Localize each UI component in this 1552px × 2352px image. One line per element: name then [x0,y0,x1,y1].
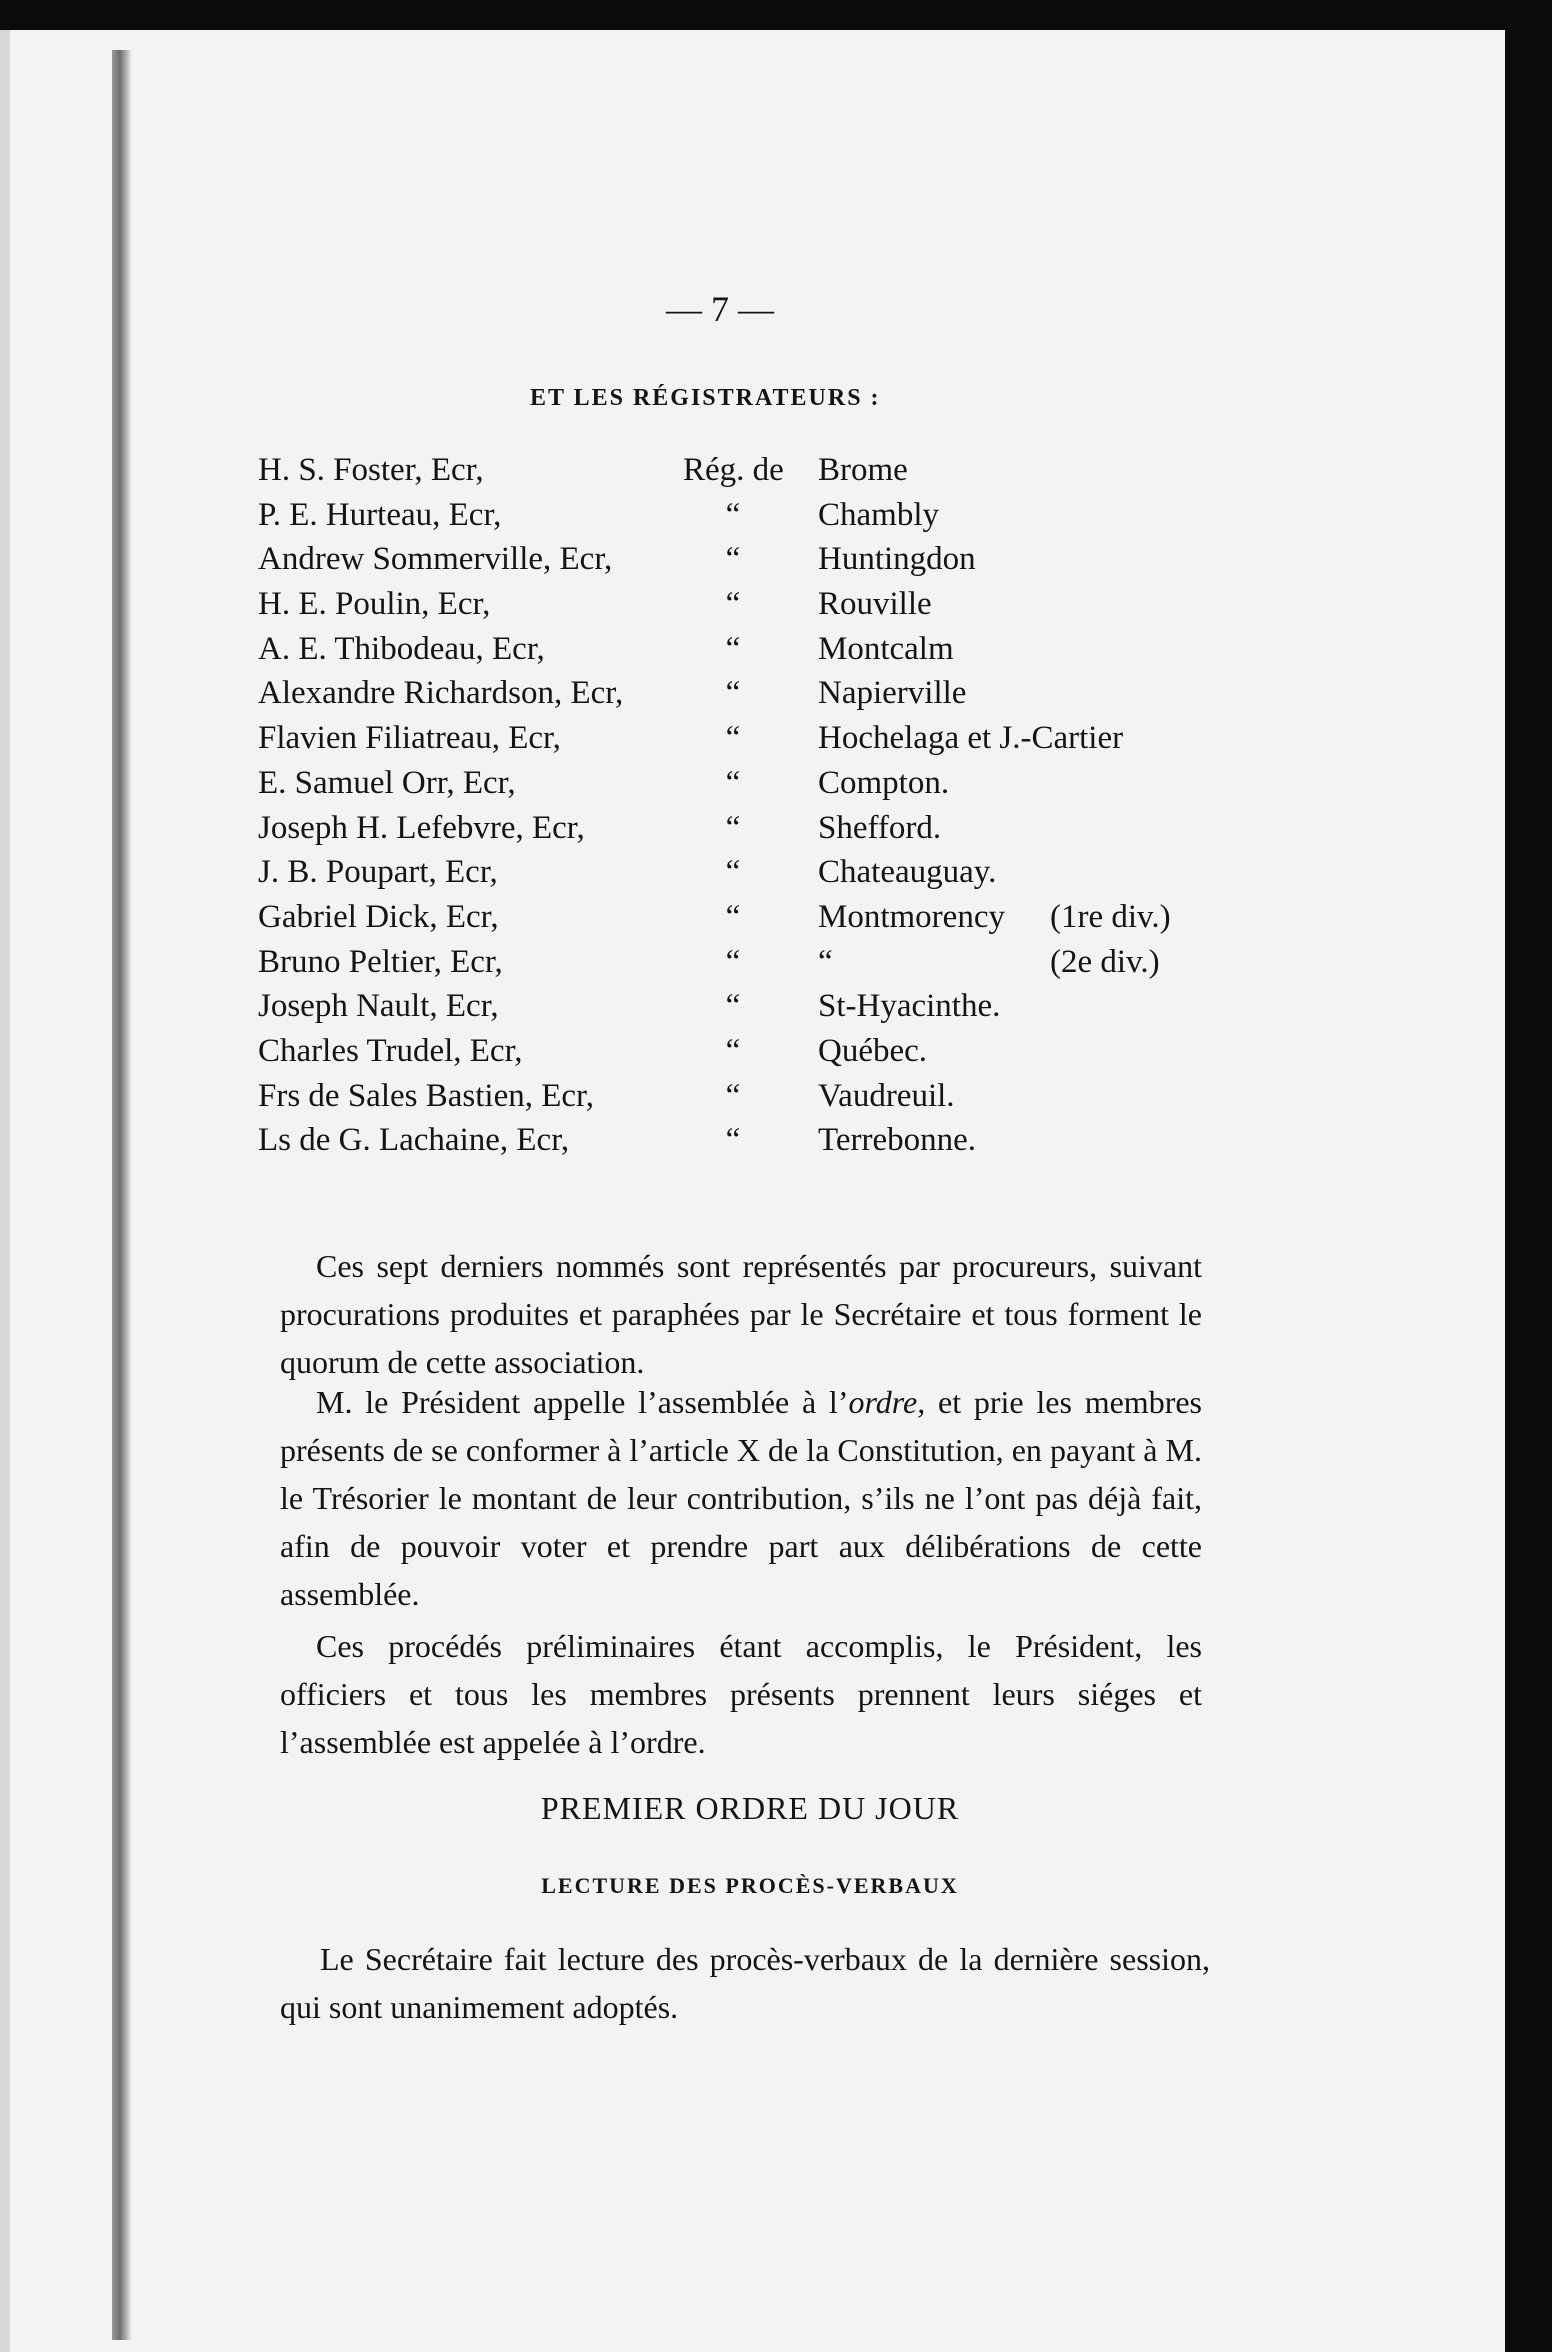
division-note: (2e div.) [1050,943,1160,980]
district-name: Shefford. [818,809,942,846]
district-name: Montcalm [818,630,954,667]
district-name: Hochelaga et J.-Cartier [818,720,1124,757]
roster-row [258,854,1238,899]
district-name: Napierville [818,675,967,712]
roster-row [258,720,1238,765]
italic-word: ordre, [848,1384,926,1420]
registrar-name: Alexandre Richardson, Ecr, [258,675,624,712]
ditto-mark: “ [725,854,741,891]
district-name: Québec. [818,1032,928,1069]
ditto-mark: “ [725,1032,741,1069]
roster-row [258,1078,1238,1123]
district-name: Rouville [818,586,932,623]
district-name: Chateauguay. [818,854,997,891]
roster-row [258,452,1238,497]
roster-row [258,765,1238,810]
roster-row [258,988,1238,1033]
ditto-mark: “ [725,764,741,801]
district-name: Chambly [818,496,939,533]
district-name: Compton. [818,764,950,801]
registrar-name: Flavien Filiatreau, Ecr, [258,720,561,757]
paragraph-quorum [280,1242,1202,1386]
document-page [0,30,1505,2352]
roster-row [258,944,1238,989]
ditto-mark: Rég. de [683,452,784,488]
registrar-name: Charles Trudel, Ecr, [258,1032,523,1069]
binding-gutter [112,50,132,2340]
paragraph-text-end: et prie les membres présents de se conformer à l’article X de la Constitution, en payant à M. le Trésorier le montant de leur contribution, s’ils ne l’ont pas déjà fait, afin de pouvoir voter et prendre part aux délibérations de cette assemblée. [280,1384,1203,1612]
ditto-mark: “ [725,586,741,623]
district-name: “ [818,943,833,980]
registrar-name: Ls de G. Lachaine, Ecr, [258,1122,570,1159]
district-name: Vaudreuil. [818,1077,955,1114]
registrar-name: E. Samuel Orr, Ecr, [258,764,516,801]
registrar-name: Joseph H. Lefebvre, Ecr, [258,809,585,846]
paragraph-text: Ces sept derniers nommés sont représentés par procureurs, suivant procurations produites et paraphées par le Secrétaire et tous forment le quorum de cette association. [280,1248,1202,1380]
paragraph-text-start: M. le Président appelle l’assemblée à l’ [316,1384,849,1420]
division-note: (1re div.) [1050,898,1171,935]
roster-row [258,1033,1238,1078]
ditto-mark: “ [725,898,741,935]
district-name: Huntingdon [818,541,976,578]
roster-row [258,810,1238,855]
registrar-name: J. B. Poupart, Ecr, [258,854,498,891]
paragraph-text: Le Secrétaire fait lecture des procès-verbaux de la dernière session, qui sont unanimement adoptés. [280,1941,1210,2025]
ditto-mark: “ [725,675,741,712]
ditto-mark: “ [725,1122,741,1159]
ditto-mark: “ [725,988,741,1025]
section-title: PREMIER ORDRE DU JOUR [540,1790,960,1826]
page-number: — 7 — [666,289,774,329]
registrar-roster [258,452,1238,1167]
registrar-name: Andrew Sommerville, Ecr, [258,541,613,578]
section-subtitle: LECTURE DES PROCÈS-VERBAUX [541,1873,959,1898]
roster-row [258,586,1238,631]
roster-row [258,899,1238,944]
roster-row [258,675,1238,720]
ditto-mark: “ [725,720,741,757]
paragraph-minutes [280,1935,1210,2031]
registrar-name: Frs de Sales Bastien, Ecr, [258,1077,594,1114]
registrar-name: A. E. Thibodeau, Ecr, [258,630,545,667]
registrar-name: H. S. Foster, Ecr, [258,452,484,488]
district-name: St-Hyacinthe. [818,988,1001,1025]
ditto-mark: “ [725,496,741,533]
paragraph-text: Ces procédés préliminaires étant accomplis, le Président, les officiers et tous les membres présents prennent leurs siéges et l’assemblée est appelée à l’ordre. [280,1628,1202,1760]
district-name: Terrebonne. [818,1122,977,1159]
registrar-name: Gabriel Dick, Ecr, [258,898,499,935]
ditto-mark: “ [725,630,741,667]
roster-heading: ET LES RÉGISTRATEURS : [530,385,881,411]
registrar-name: P. E. Hurteau, Ecr, [258,496,502,533]
district-name: Brome [818,452,908,488]
registrar-name: H. E. Poulin, Ecr, [258,586,491,623]
roster-row [258,497,1238,542]
ditto-mark: “ [725,943,741,980]
ditto-mark: “ [725,541,741,578]
paragraph-preliminaries [280,1622,1202,1766]
page-edge [0,30,10,2352]
registrar-name: Bruno Peltier, Ecr, [258,943,503,980]
roster-row [258,541,1238,586]
roster-row [258,1122,1238,1167]
registrar-name: Joseph Nault, Ecr, [258,988,499,1025]
ditto-mark: “ [725,809,741,846]
district-name: Montmorency [818,898,1005,935]
roster-row [258,631,1238,676]
ditto-mark: “ [725,1077,741,1114]
paragraph-call-to-order [280,1378,1202,1618]
